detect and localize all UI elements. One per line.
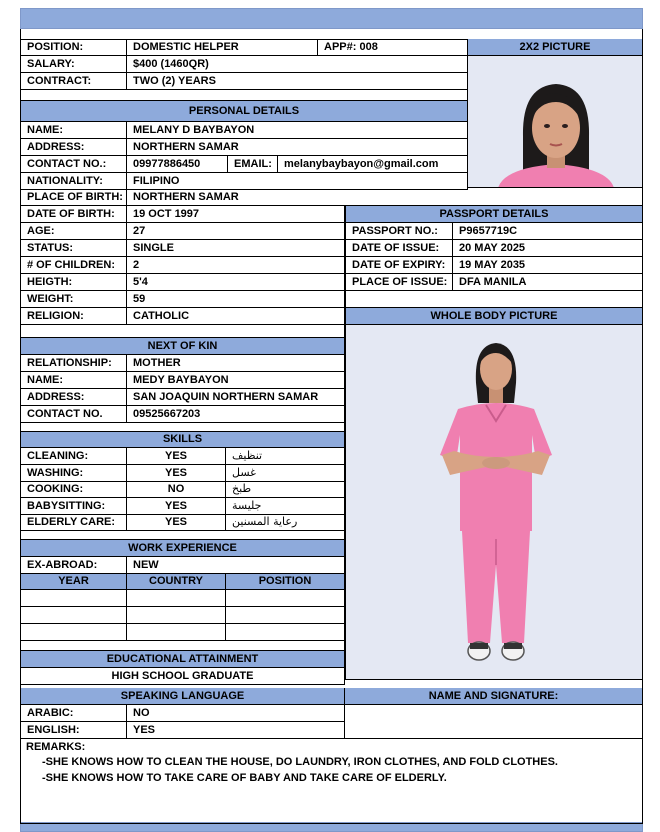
top-banner	[20, 8, 643, 29]
english-value: YES	[127, 722, 345, 739]
skill-label: COOKING:	[20, 481, 127, 498]
spacer	[345, 291, 643, 308]
children-value: 2	[127, 257, 345, 274]
date-of-expiry-label: DATE OF EXPIRY:	[345, 257, 453, 274]
status-value: SINGLE	[127, 240, 345, 257]
work-cell	[20, 590, 127, 607]
salary-value: $400 (1460QR)	[127, 56, 468, 73]
work-cell	[226, 607, 345, 624]
weight-label: WEIGHT:	[20, 291, 127, 308]
kin-name-value: MEDY BAYBAYON	[127, 372, 345, 389]
skill-arabic: جليسة	[226, 498, 345, 515]
religion-value: CATHOLIC	[127, 308, 345, 325]
email-label: EMAIL:	[228, 156, 278, 173]
dob-value: 19 OCT 1997	[127, 206, 345, 223]
position-label: POSITION:	[20, 39, 127, 56]
spacer	[20, 90, 468, 101]
work-cell	[127, 624, 226, 641]
email-value: melanybaybayon@gmail.com	[278, 156, 468, 173]
remarks-line-1: -SHE KNOWS HOW TO CLEAN THE HOUSE, DO LAUNDRY, IRON CLOTHES, AND FOLD CLOTHES.	[42, 756, 558, 768]
height-label: HEIGTH:	[20, 274, 127, 291]
skill-label: BABYSITTING:	[20, 498, 127, 515]
dob-label: DATE OF BIRTH:	[20, 206, 127, 223]
skill-value: YES	[127, 448, 226, 465]
height-value: 5'4	[127, 274, 345, 291]
signature-box	[345, 705, 643, 739]
work-cell	[127, 607, 226, 624]
ex-abroad-value: NEW	[127, 557, 345, 574]
age-value: 27	[127, 223, 345, 240]
english-label: ENGLISH:	[20, 722, 127, 739]
date-of-issue-value: 20 MAY 2025	[453, 240, 643, 257]
skills-header: SKILLS	[20, 432, 345, 448]
contact-value: 09977886450	[127, 156, 228, 173]
education-header: EDUCATIONAL ATTAINMENT	[20, 651, 345, 668]
portrait-photo	[468, 56, 643, 188]
biodata-sheet	[20, 8, 643, 832]
skill-arabic: رعاية المسنين	[226, 514, 345, 531]
skill-value: YES	[127, 498, 226, 515]
contract-value: TWO (2) YEARS	[127, 73, 468, 90]
nationality-value: FILIPINO	[127, 173, 468, 190]
work-cell	[226, 624, 345, 641]
contract-label: CONTRACT:	[20, 73, 127, 90]
app-number: APP#: 008	[318, 39, 468, 56]
picture-2x2-label: 2X2 PICTURE	[468, 39, 643, 56]
skill-label: ELDERLY CARE:	[20, 514, 127, 531]
work-experience-header: WORK EXPERIENCE	[20, 540, 345, 557]
skill-arabic: طبخ	[226, 481, 345, 498]
arabic-value: NO	[127, 705, 345, 722]
place-of-birth-value: NORTHERN SAMAR	[127, 189, 643, 206]
ex-abroad-label: EX-ABROAD:	[20, 557, 127, 574]
place-of-issue-value: DFA MANILA	[453, 274, 643, 291]
skill-value: YES	[127, 465, 226, 482]
col-country: COUNTRY	[127, 574, 226, 590]
kin-address-label: ADDRESS:	[20, 389, 127, 406]
skill-value: YES	[127, 514, 226, 531]
skill-arabic: تنظيف	[226, 448, 345, 465]
portrait-illustration	[468, 56, 643, 188]
whole-body-photo	[345, 325, 643, 680]
name-and-signature-label: NAME AND SIGNATURE:	[345, 688, 643, 705]
passport-no-label: PASSPORT NO.:	[345, 223, 453, 240]
skill-arabic: غسل	[226, 465, 345, 482]
work-cell	[20, 607, 127, 624]
next-of-kin-header: NEXT OF KIN	[20, 338, 345, 355]
arabic-label: ARABIC:	[20, 705, 127, 722]
remarks-line-2: -SHE KNOWS HOW TO TAKE CARE OF BABY AND TAKE CARE OF ELDERLY.	[42, 772, 447, 784]
personal-details-header: PERSONAL DETAILS	[20, 101, 468, 122]
kin-name-label: NAME:	[20, 372, 127, 389]
spacer	[20, 641, 345, 651]
children-label: # OF CHILDREN:	[20, 257, 127, 274]
skill-value: NO	[127, 481, 226, 498]
work-cell	[226, 590, 345, 607]
passport-details-header: PASSPORT DETAILS	[345, 206, 643, 223]
address-label: ADDRESS:	[20, 139, 127, 156]
remarks-label: REMARKS:	[26, 741, 86, 753]
full-body-illustration	[346, 325, 642, 679]
skill-label: WASHING:	[20, 465, 127, 482]
spacer	[20, 325, 345, 338]
address-value: NORTHERN SAMAR	[127, 139, 468, 156]
place-of-issue-label: PLACE OF ISSUE:	[345, 274, 453, 291]
relationship-value: MOTHER	[127, 355, 345, 372]
education-value: HIGH SCHOOL GRADUATE	[20, 668, 345, 685]
nationality-label: NATIONALITY:	[20, 173, 127, 190]
religion-label: RELIGION:	[20, 308, 127, 325]
spacer	[20, 423, 345, 432]
name-value: MELANY D BAYBAYON	[127, 122, 468, 139]
salary-label: SALARY:	[20, 56, 127, 73]
kin-contact-label: CONTACT NO.	[20, 406, 127, 423]
spacer	[20, 531, 345, 540]
status-label: STATUS:	[20, 240, 127, 257]
work-cell	[20, 624, 127, 641]
passport-no-value: P9657719C	[453, 223, 643, 240]
name-label: NAME:	[20, 122, 127, 139]
age-label: AGE:	[20, 223, 127, 240]
date-of-issue-label: DATE OF ISSUE:	[345, 240, 453, 257]
col-year: YEAR	[20, 574, 127, 590]
place-of-birth-label: PLACE OF BIRTH:	[20, 189, 127, 206]
contact-label: CONTACT NO.:	[20, 156, 127, 173]
work-cell	[127, 590, 226, 607]
skill-label: CLEANING:	[20, 448, 127, 465]
relationship-label: RELATIONSHIP:	[20, 355, 127, 372]
kin-address-value: SAN JOAQUIN NORTHERN SAMAR	[127, 389, 345, 406]
whole-body-picture-label: WHOLE BODY PICTURE	[345, 308, 643, 325]
col-position: POSITION	[226, 574, 345, 590]
date-of-expiry-value: 19 MAY 2035	[453, 257, 643, 274]
kin-contact-value: 09525667203	[127, 406, 345, 423]
position-value: DOMESTIC HELPER	[127, 39, 318, 56]
speaking-language-header: SPEAKING LANGUAGE	[20, 688, 345, 705]
weight-value: 59	[127, 291, 345, 308]
